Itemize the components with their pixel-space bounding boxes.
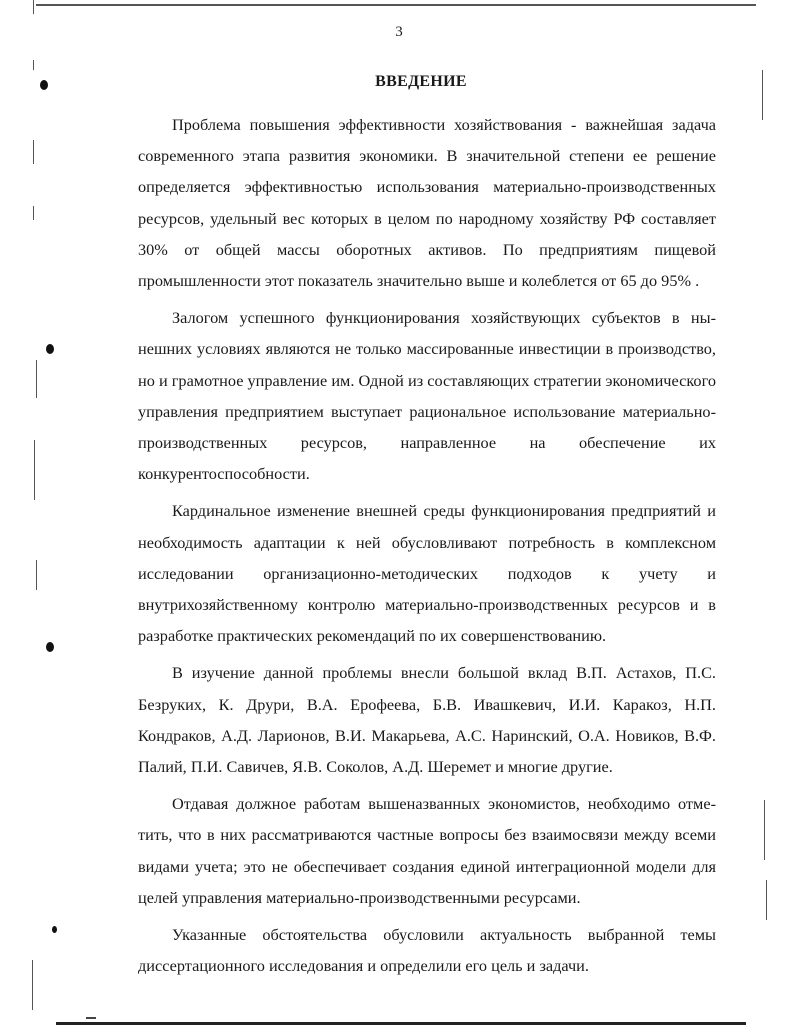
scan-margin-mark <box>766 880 767 920</box>
scan-margin-mark <box>36 360 37 398</box>
paragraph: Залогом успешного функционирования хозяйствующих субъектов в нынешних условиях являются не только массированные инвестиции в производство, но и грамотное управление им. Одной из составляющих стратегии экономического управления предприятием выступает рациональное использование материально-производственных ресурсов, направленное на обеспечение их конкурентоспособности. <box>138 308 716 484</box>
scan-margin-mark <box>764 800 765 860</box>
section-heading: ВВЕДЕНИЕ <box>375 73 467 90</box>
punch-hole-mark <box>46 642 54 652</box>
scan-margin-mark <box>33 140 34 164</box>
punch-hole-mark <box>52 926 57 933</box>
body-text <box>138 109 716 987</box>
scan-bottom-mark <box>86 1017 96 1019</box>
scan-margin-mark <box>32 960 33 1010</box>
scan-bottom-edge <box>56 1022 746 1025</box>
paragraph: Отдавая должное работам вышеназванных экономистов, необходимо отметить, что в них рассматриваются частные вопросы без взаимосвязи между всеми видами учета; это не обеспечивает создания единой интеграционной модели для целей управления материально-производственными ресурсами. <box>138 794 716 907</box>
paragraph: В изучение данной проблемы внесли большой вклад В.П. Астахов, П.С. Безруких, К. Друри, В.А. Ерофеева, Б.В. Ивашкевич, И.И. Каракоз, Н.П. Кондраков, А.Д. Ларионов, В.И. Макарьева, А.С. Наринский, О.А. Новиков, В.Ф. Палий, П.И. Савичев, Я.В. Соколов, А.Д. Шеремет и многие другие. <box>138 663 716 777</box>
page-number: 3 <box>395 24 403 40</box>
paragraph: Кардинальное изменение внешней среды функционирования предприятий и необходимость адаптации к ней обусловливают потребность в комплексном исследовании организационно-методических подходов к учету и внутрихозяйственному контролю материально-производственных ресурсов и в разработке практических рекомендаций по их совершенствованию. <box>138 501 716 646</box>
scan-margin-mark <box>33 206 34 220</box>
scan-margin-mark <box>33 60 34 70</box>
scan-margin-mark <box>33 0 34 14</box>
scan-margin-mark <box>34 440 35 500</box>
paragraph: Указанные обстоятельства обусловили актуальность выбранной темы диссертационного исследования и определили его цель и задачи. <box>138 925 716 976</box>
scan-margin-mark <box>36 560 37 590</box>
paragraph: Проблема повышения эффективности хозяйствования - важнейшая задача современного этапа развития экономики. В значительной степени ее решение определяется эффективностью использования материально-производственных ресурсов, удельный вес которых в целом по народному хозяйству РФ составляет 30% от общей массы оборотных активов. По предприятиям пищевой промышленности этот показатель значительно выше и колеблется от 65 до 95% . <box>138 115 716 291</box>
scan-top-edge <box>36 4 756 6</box>
punch-hole-mark <box>46 344 54 354</box>
